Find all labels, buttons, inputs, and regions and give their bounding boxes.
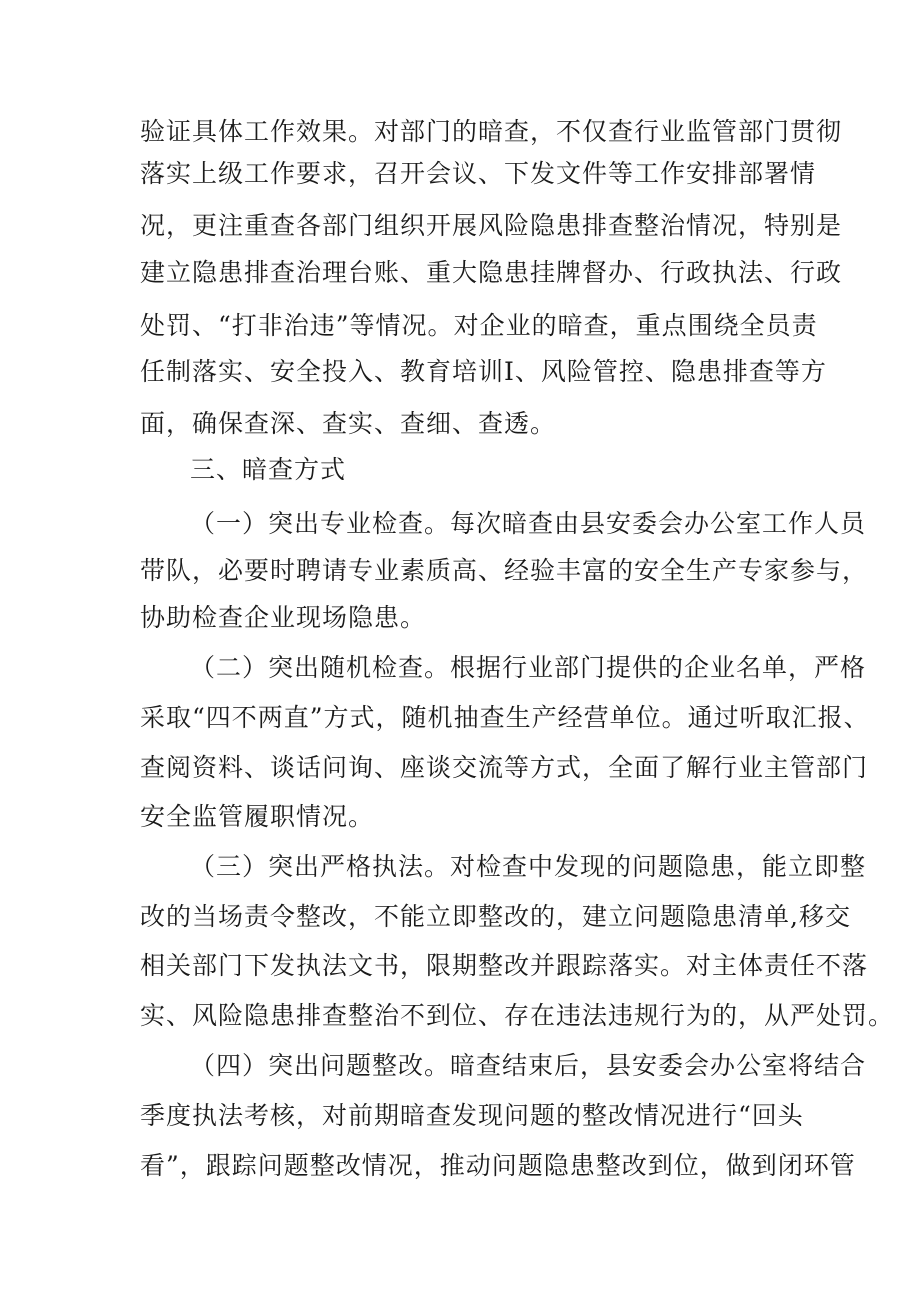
- body-text-line: 任制落实、安全投入、教育培训I、风险管控、隐患排查等方: [140, 357, 827, 386]
- body-text-line: （三）突出严格执法。对检查中发现的问题隐患，能立即整: [190, 852, 867, 881]
- body-text-line: 查阅资料、谈话问询、座谈交流等方式，全面了解行业主管部门: [140, 753, 869, 782]
- body-text-line: （一）突出专业检查。每次暗查由县安委会办公室工作人员: [190, 509, 867, 538]
- section-heading: 三、暗查方式: [190, 455, 347, 484]
- body-text-line: 建立隐患排查治理台账、重大隐患挂牌督办、行政执法、行政: [140, 258, 843, 287]
- body-text-line: 协助检查企业现场隐患。: [140, 603, 427, 632]
- body-text-line: 况，更注重查各部门组织开展风险隐患排查整治情况，特别是: [140, 211, 843, 240]
- body-text-line: 实、风险隐患排查整治不到位、存在违法违规行为的，从严处罚。: [140, 1001, 895, 1030]
- body-text-line: 看”，跟踪问题整改情况，推动问题隐患整改到位，做到闭环管: [140, 1151, 856, 1180]
- body-text-line: 采取“四不两直”方式，随机抽查生产经营单位。通过听取汇报、: [140, 703, 870, 732]
- body-text-line: 季度执法考核，对前期暗查发现问题的整改情况进行“回头: [140, 1101, 804, 1130]
- body-text-line: 安全监管履职情况。: [140, 802, 375, 831]
- body-text-line: 相关部门下发执法文书，限期整改并跟踪落实。对主体责任不落: [140, 951, 869, 980]
- body-text-line: 带队，必要时聘请专业素质高、经验丰富的安全生产专家参与，: [140, 556, 869, 585]
- body-text-line: 面，确保查深、查实、查细、查透。: [140, 409, 557, 438]
- body-text-line: 处罚、“打非治违”等情况。对企业的暗查，重点围绕全员责: [140, 311, 818, 340]
- body-text-line: 改的当场责令整改，不能立即整改的，建立问题隐患清单,移交: [140, 902, 851, 931]
- body-text-line: 验证具体工作效果。对部门的暗查，不仅查行业监管部门贯彻: [140, 117, 843, 146]
- body-text-line: （二）突出随机检查。根据行业部门提供的企业名单，严格: [190, 653, 867, 682]
- body-text-line: 落实上级工作要求，召开会议、下发文件等工作安排部署情: [140, 159, 817, 188]
- body-text-line: （四）突出问题整改。暗查结束后，县安委会办公室将结合: [190, 1051, 867, 1080]
